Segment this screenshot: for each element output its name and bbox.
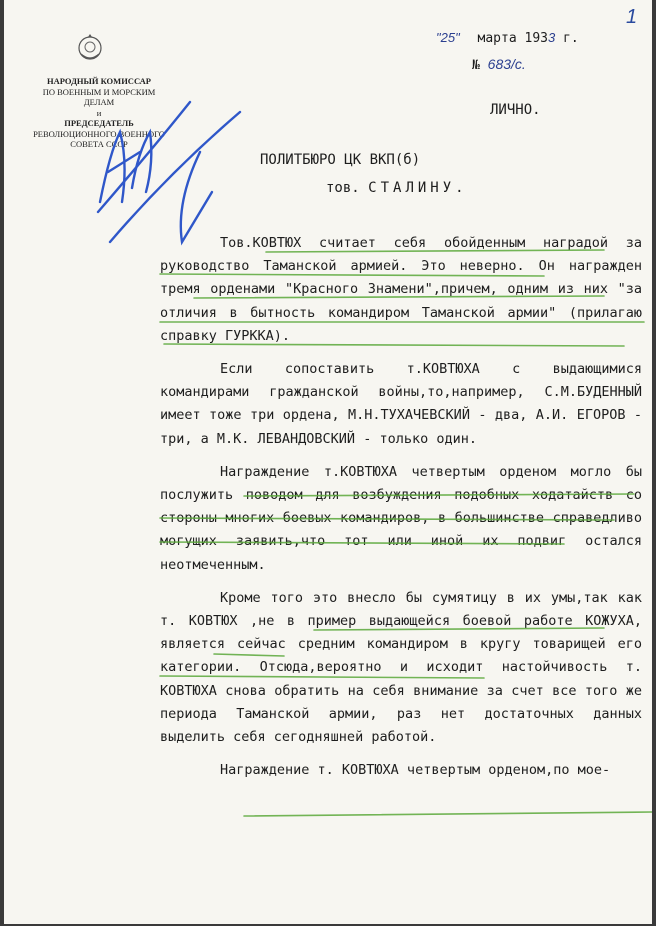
document-page bbox=[4, 0, 652, 924]
addressee-title: тов. bbox=[326, 180, 360, 196]
confidential-mark: ЛИЧНО. bbox=[490, 102, 541, 118]
paragraph: Тов.КОВТЮХ считает себя обойденным наградой за руководство Таманской армией. Это неверно. Он награжден тремя орденами "Красного Знамени",причем, одним из них "за отличия в бытность командиром Таманской армии" (прилагаю справку ГУРККА). bbox=[160, 235, 642, 344]
state-emblem-icon bbox=[76, 34, 104, 64]
document-date bbox=[436, 30, 579, 46]
letterhead-line: РЕВОЛЮЦИОННОГО ВОЕННОГО bbox=[33, 128, 165, 139]
paragraph: Награждение т.КОВТЮХА четвертым орденом могло бы послужить поводом для возбуждения подобных ходатайств со стороны многих боевых командиров, в большинстве справедливо могущих заявить,что тот или иной их подвиг остался неотмеченным. bbox=[160, 463, 642, 573]
date-year-tail: г. bbox=[563, 31, 579, 46]
number-label: № bbox=[472, 58, 480, 73]
document-number bbox=[472, 56, 526, 73]
letterhead-line: ПО ВОЕННЫМ И МОРСКИМ bbox=[42, 86, 156, 97]
addressee-person bbox=[326, 174, 468, 202]
addressee-name: СТАЛИНУ. bbox=[368, 180, 468, 196]
addressee bbox=[260, 146, 468, 202]
letterhead-line: НАРОДНЫЙ КОМИССАР bbox=[46, 76, 151, 86]
date-year-prefix: 193 bbox=[524, 31, 548, 46]
paragraph: Кроме того это внесло бы сумятицу в их умы,так как т. КОВТЮХ ,не в пример выдающейся боевой работе КОЖУХА, является сейчас средним командиром в кругу товарищей его категории. Отсюда,вероятно и исходит настойчивость т. КОВТЮХА снова обратить на себя внимание за счет все того же периода Таманской армии, раз нет достаточных данных выделить себя сегодняшней работой. bbox=[160, 589, 642, 746]
letter-body bbox=[160, 232, 642, 792]
date-month: марта bbox=[477, 31, 517, 46]
paragraph: Если сопоставить т.КОВТЮХА с выдающимися командирами гражданской войны,то,например, С.М.БУДЕННЫЙ имеет тоже три ордена, М.Н.ТУХАЧЕВСКИЙ - два, А.И. ЕГОРОВ - три, а М.К. ЛЕВАНДОВСКИЙ - только один. bbox=[160, 361, 642, 447]
letterhead-line: ПРЕДСЕДАТЕЛЬ bbox=[64, 118, 134, 128]
blue-pencil-resolution-icon bbox=[80, 92, 250, 252]
date-day: "25" bbox=[436, 30, 460, 45]
letterhead-line: и bbox=[96, 107, 102, 118]
page-number: 1 bbox=[626, 6, 638, 28]
paragraph: Награждение т. КОВТЮХА четвертым орденом,по мое- bbox=[220, 762, 611, 779]
addressee-org: ПОЛИТБЮРО ЦК ВКП(б) bbox=[260, 152, 421, 168]
letterhead-line: ДЕЛАМ bbox=[83, 97, 115, 107]
number-value: 683/с. bbox=[487, 56, 526, 72]
date-year-suffix: 3 bbox=[547, 30, 556, 45]
letterhead-line: СОВЕТА СССР bbox=[70, 139, 128, 149]
